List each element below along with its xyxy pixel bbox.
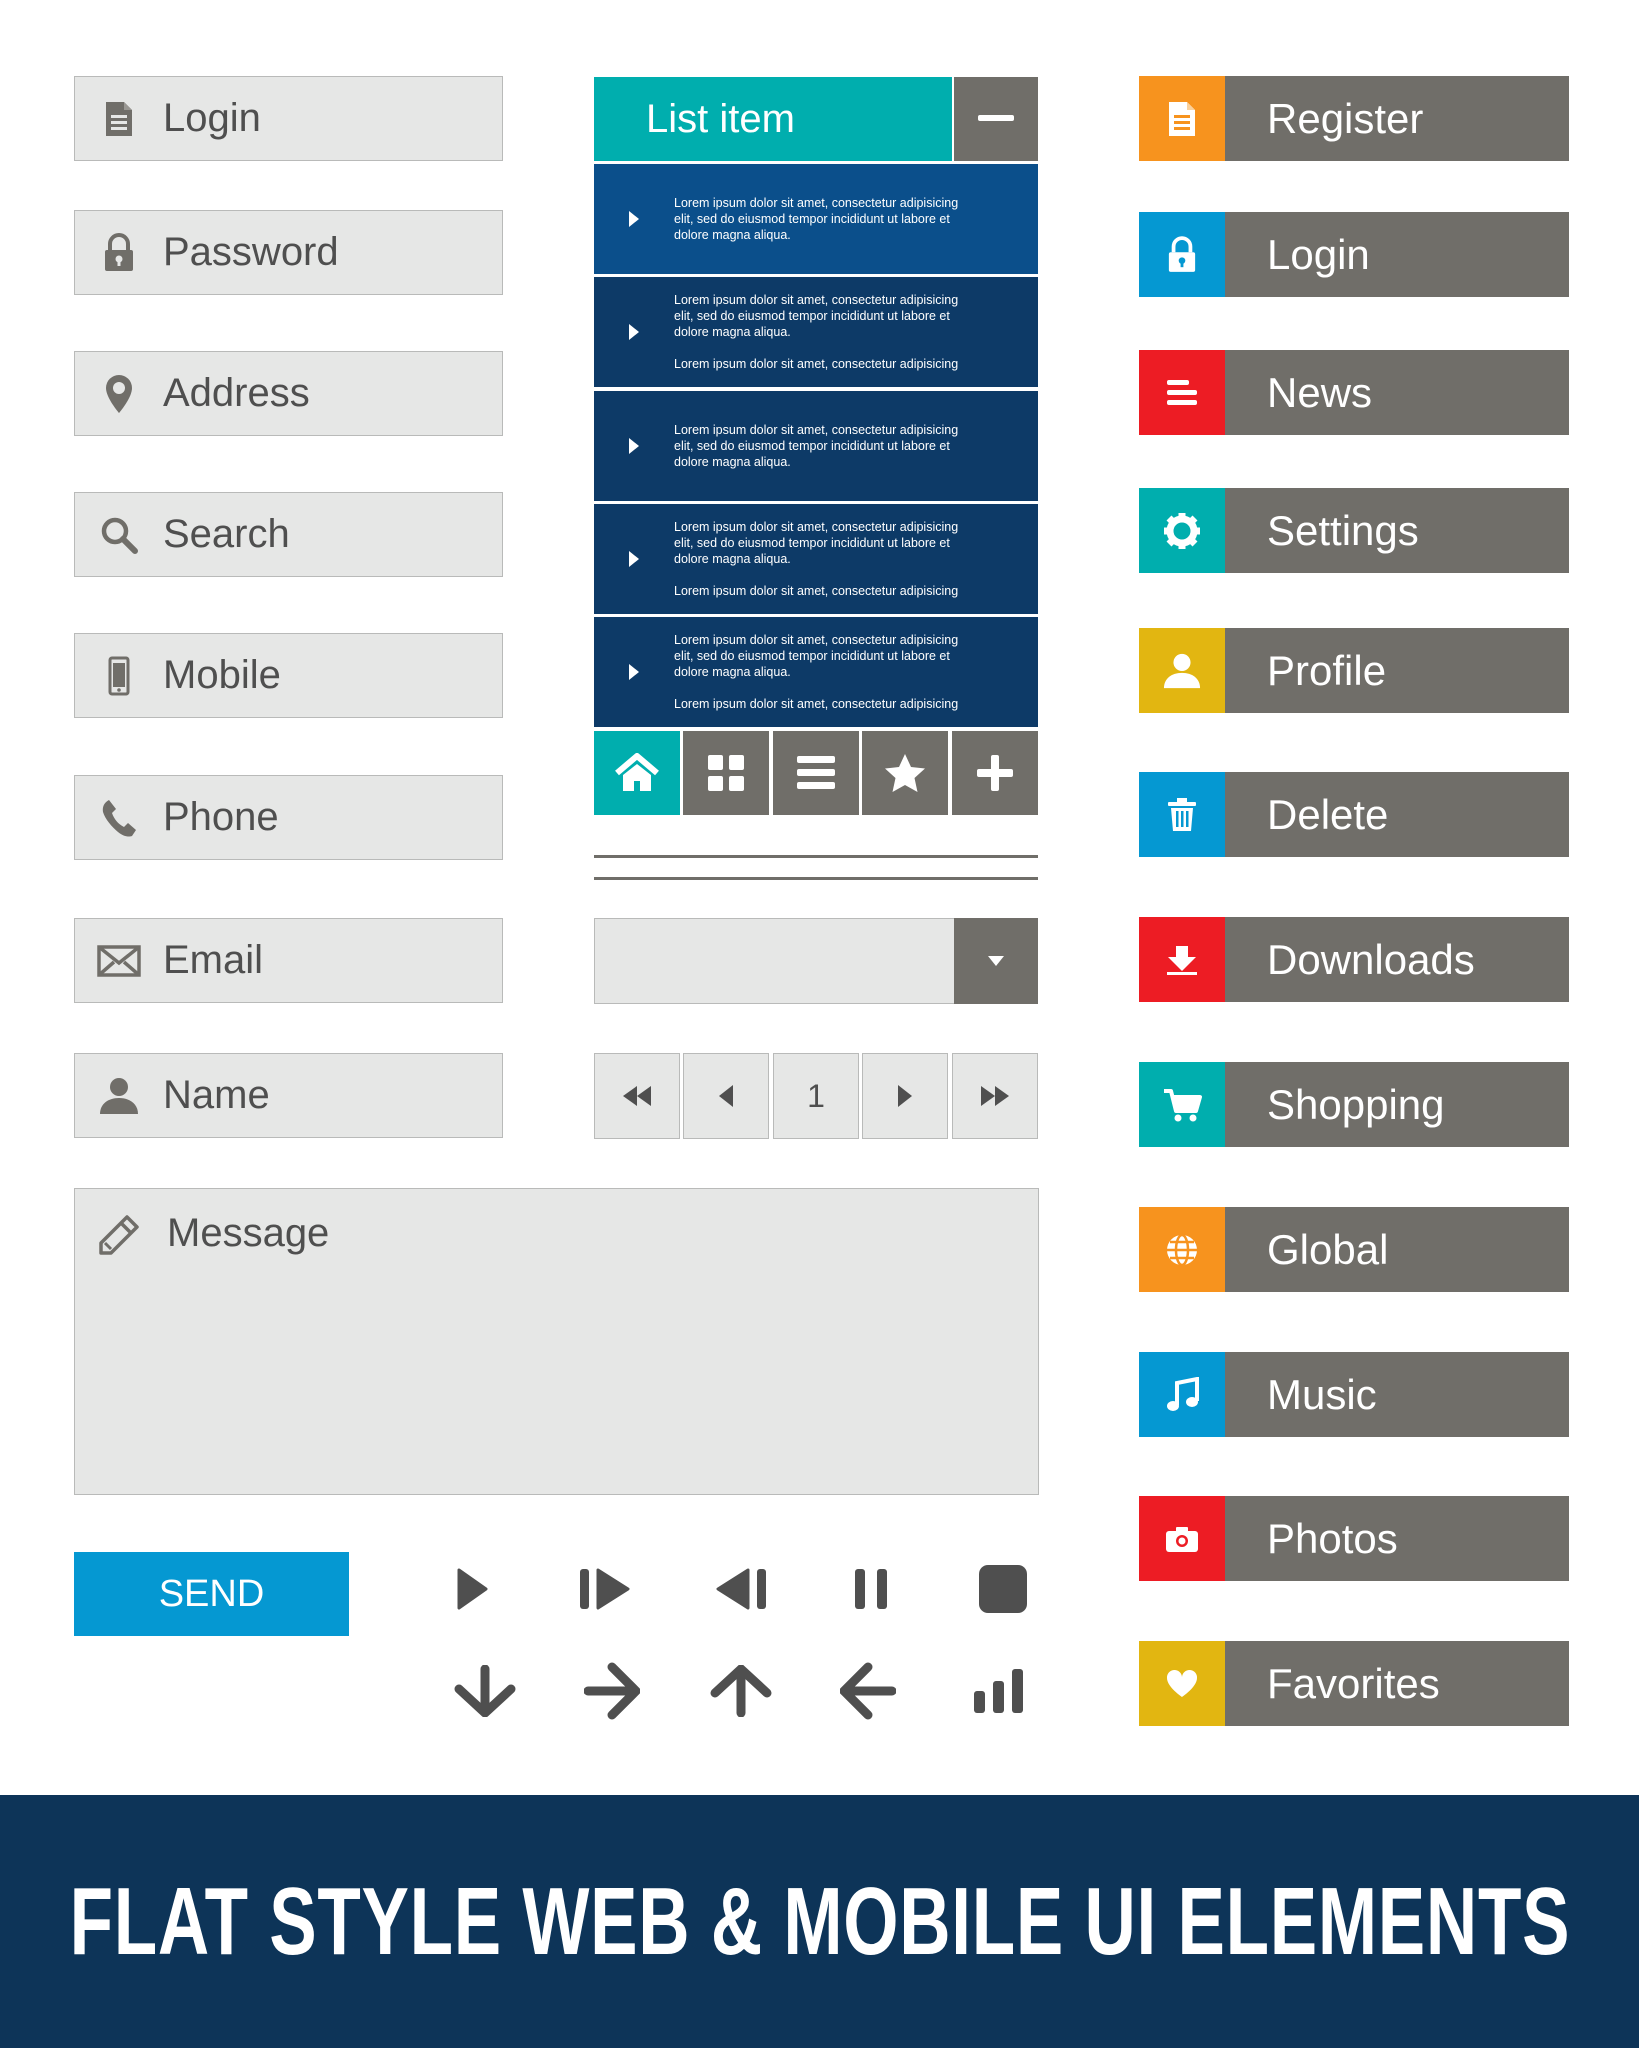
lock-icon [1139, 212, 1225, 297]
menu-label: Shopping [1225, 1062, 1569, 1147]
double-left-icon [621, 1084, 653, 1108]
arrow-left-button[interactable] [833, 1656, 903, 1726]
step-forward-button[interactable] [570, 1554, 640, 1624]
arrow-down-button[interactable] [450, 1656, 520, 1726]
signal-bars-button[interactable] [964, 1656, 1034, 1726]
list-item-subtext: Lorem ipsum dolor sit amet, consectetur adipisicing [674, 584, 959, 598]
step-forward-icon [578, 1566, 632, 1612]
message-textarea[interactable] [74, 1188, 1039, 1495]
menu-label: Downloads [1225, 917, 1569, 1002]
user-icon [1139, 628, 1225, 713]
music-note-icon [1139, 1352, 1225, 1437]
stop-icon [978, 1564, 1028, 1614]
search-field[interactable] [74, 492, 503, 577]
field-label: Phone [163, 795, 279, 839]
triangle-left-icon [717, 1083, 735, 1109]
message-label: Message [167, 1211, 330, 1255]
play-button[interactable] [437, 1554, 507, 1624]
menu-label: Register [1225, 76, 1569, 161]
mobile-icon [75, 656, 163, 696]
menu-label: Login [1225, 212, 1569, 297]
double-right-icon [979, 1084, 1011, 1108]
field-label: Login [163, 96, 261, 140]
list-item[interactable] [594, 277, 1038, 387]
document-icon [75, 100, 163, 138]
menu-photos[interactable] [1139, 1496, 1569, 1581]
divider [594, 855, 1038, 858]
menu-profile[interactable] [1139, 628, 1569, 713]
list-item-text: Lorem ipsum dolor sit amet, consectetur adipisicing elit, sed do eiusmod tempor incididunt ut labore et dolore magna aliqua. [674, 633, 959, 679]
triangle-right-icon [594, 323, 674, 341]
tab-add[interactable] [952, 731, 1038, 815]
field-label: Email [163, 938, 264, 982]
triangle-right-icon [594, 550, 674, 568]
menu-label: Photos [1225, 1496, 1569, 1581]
step-back-button[interactable] [706, 1554, 776, 1624]
minus-icon [978, 115, 1014, 123]
list-header[interactable]: List item [594, 77, 952, 161]
address-field[interactable] [74, 351, 503, 436]
menu-shopping[interactable] [1139, 1062, 1569, 1147]
mobile-field[interactable] [74, 633, 503, 718]
field-label: Password [163, 230, 339, 274]
arrow-left-icon [840, 1662, 896, 1720]
list-item[interactable] [594, 617, 1038, 727]
location-pin-icon [75, 373, 163, 415]
user-icon [75, 1076, 163, 1116]
phone-icon [75, 798, 163, 838]
menu-label: News [1225, 350, 1569, 435]
field-label: Address [163, 371, 310, 415]
home-icon [613, 753, 661, 793]
list-item[interactable] [594, 164, 1038, 274]
menu-delete[interactable] [1139, 772, 1569, 857]
arrow-right-icon [584, 1662, 640, 1720]
tab-grid[interactable] [683, 731, 769, 815]
triangle-right-icon [594, 210, 674, 228]
collapse-button[interactable] [954, 77, 1038, 161]
list-item-subtext: Lorem ipsum dolor sit amet, consectetur adipisicing [674, 697, 959, 711]
phone-field[interactable] [74, 775, 503, 860]
menu-label: Global [1225, 1207, 1569, 1292]
send-button[interactable]: SEND [74, 1552, 349, 1636]
triangle-right-icon [896, 1083, 914, 1109]
list-item-subtext: Lorem ipsum dolor sit amet, consectetur adipisicing [674, 357, 959, 371]
pencil-icon [97, 1213, 141, 1257]
arrow-down-icon [453, 1665, 517, 1717]
cart-icon [1139, 1062, 1225, 1147]
lock-icon [75, 233, 163, 273]
menu-settings[interactable] [1139, 488, 1569, 573]
dropdown-button[interactable] [954, 918, 1038, 1004]
arrow-up-button[interactable] [706, 1656, 776, 1726]
heart-icon [1139, 1641, 1225, 1726]
field-label: Search [163, 512, 290, 556]
download-icon [1139, 917, 1225, 1002]
password-field[interactable] [74, 210, 503, 295]
list-item-text: Lorem ipsum dolor sit amet, consectetur adipisicing elit, sed do eiusmod tempor incididunt ut labore et dolore magna aliqua. [674, 520, 959, 566]
tab-home[interactable] [594, 731, 680, 815]
gear-icon [1139, 488, 1225, 573]
camera-icon [1139, 1496, 1225, 1581]
chevron-down-icon [987, 955, 1005, 967]
menu-music[interactable] [1139, 1352, 1569, 1437]
login-field[interactable] [74, 76, 503, 161]
menu-label: Settings [1225, 488, 1569, 573]
menu-news[interactable] [1139, 350, 1569, 435]
name-field[interactable] [74, 1053, 503, 1138]
tab-list[interactable] [773, 731, 859, 815]
previous-page-button[interactable] [683, 1053, 769, 1139]
signal-bars-icon [972, 1667, 1026, 1715]
pause-icon [853, 1566, 889, 1612]
list-item[interactable] [594, 391, 1038, 501]
next-page-button[interactable] [862, 1053, 948, 1139]
last-page-button[interactable] [952, 1053, 1038, 1139]
arrow-right-button[interactable] [577, 1656, 647, 1726]
menu-register[interactable] [1139, 76, 1569, 161]
first-page-button[interactable] [594, 1053, 680, 1139]
list-item-text: Lorem ipsum dolor sit amet, consectetur adipisicing elit, sed do eiusmod tempor incididunt ut labore et dolore magna aliqua. [674, 196, 959, 242]
tab-favorites[interactable] [862, 731, 948, 815]
menu-login[interactable] [1139, 212, 1569, 297]
divider [594, 877, 1038, 880]
menu-global[interactable] [1139, 1207, 1569, 1292]
plus-icon [975, 753, 1015, 793]
current-page[interactable]: 1 [773, 1053, 859, 1139]
grid-icon [706, 753, 746, 793]
field-label: Name [163, 1073, 270, 1117]
email-field[interactable] [74, 918, 503, 1003]
list-item[interactable] [594, 504, 1038, 614]
news-lines-icon [1139, 350, 1225, 435]
pause-button[interactable] [836, 1554, 906, 1624]
triangle-right-icon [594, 663, 674, 681]
menu-downloads[interactable] [1139, 917, 1569, 1002]
menu-label: Favorites [1225, 1641, 1569, 1726]
menu-label: Delete [1225, 772, 1569, 857]
document-icon [1139, 76, 1225, 161]
title-banner [0, 1795, 1639, 2048]
menu-label: Profile [1225, 628, 1569, 713]
list-item-text: Lorem ipsum dolor sit amet, consectetur adipisicing elit, sed do eiusmod tempor incididunt ut labore et dolore magna aliqua. [674, 293, 959, 339]
list-item-text: Lorem ipsum dolor sit amet, consectetur adipisicing elit, sed do eiusmod tempor incididunt ut labore et dolore magna aliqua. [674, 423, 959, 469]
envelope-icon [75, 945, 163, 977]
globe-icon [1139, 1207, 1225, 1292]
arrow-up-icon [709, 1665, 773, 1717]
triangle-right-icon [594, 437, 674, 455]
list-icon [795, 754, 837, 792]
menu-favorites[interactable] [1139, 1641, 1569, 1726]
menu-label: Music [1225, 1352, 1569, 1437]
stop-button[interactable] [968, 1554, 1038, 1624]
step-back-icon [714, 1566, 768, 1612]
trash-icon [1139, 772, 1225, 857]
banner-title: FLAT STYLE WEB & MOBILE UI ELEMENTS [69, 1867, 1570, 1975]
play-icon [455, 1567, 489, 1611]
star-icon [883, 752, 927, 794]
search-icon [75, 515, 163, 555]
field-label: Mobile [163, 653, 281, 697]
